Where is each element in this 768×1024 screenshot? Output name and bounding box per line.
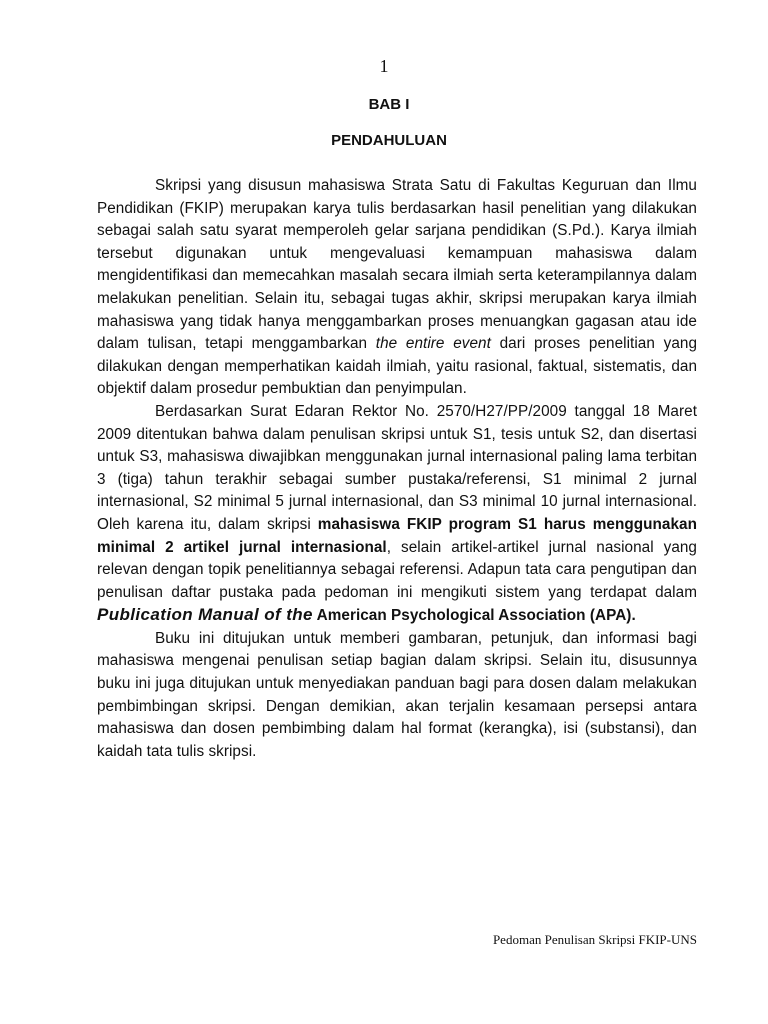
chapter-title: PENDAHULUAN — [331, 132, 447, 149]
paragraph-2 — [97, 401, 697, 628]
paragraph-1-italic-phrase: the entire event — [375, 335, 491, 353]
paragraph-1-text: Skripsi yang disusun mahasiswa Strata Satu di Fakultas Keguruan dan Ilmu Pendidikan (FKIP) merupakan karya tulis berdasarkan hasil penelitian yang dilakukan sebagai salah satu syarat memperoleh gelar sarjana pendidikan (S.Pd.). Karya ilmiah tersebut digunakan untuk mengevaluasi kemampuan mahasiswa dalam mengidentifikasi dan memecahkan masalah secara ilmiah serta keterampilannya dalam melakukan penelitian. Selain itu, sebagai tugas akhir, skripsi merupakan karya ilmiah mahasiswa yang tidak hanya menggambarkan proses menuangkan gagasan atau ide dalam tulisan, tetapi menggambarkan — [97, 177, 697, 353]
page-number: 1 — [379, 56, 389, 76]
document-body — [97, 175, 697, 763]
paragraph-2-apa: American Psychological Association (APA). — [312, 607, 636, 625]
paragraph-2-bold-requirement: mahasiswa FKIP program S1 harus menggunakan minimal 2 artikel jurnal internasional — [97, 515, 697, 556]
paragraph-2-text-middle: , selain artikel-artikel jurnal nasional yang relevan dengan topik penelitiannya sebagai referensi. Adapun tata cara pengutipan dan penulisan daftar pustaka pada pedoman ini mengikuti sistem yang terdapat dalam — [97, 538, 697, 601]
paragraph-2-manual-title: Publication Manual of the — [97, 605, 313, 625]
chapter-label: BAB I — [368, 96, 410, 113]
paragraph-1 — [97, 175, 697, 401]
paragraph-3-text: Buku ini ditujukan untuk memberi gambaran, petunjuk, dan informasi bagi mahasiswa mengenai penulisan setiap bagian dalam skripsi. Selain itu, disusunnya buku ini juga ditujukan untuk menyediakan panduan bagi para dosen dalam melakukan pembimbingan skripsi. Dengan demikian, akan terjalin kesamaan persepsi antara mahasiswa dan dosen pembimbing dalam hal format (kerangka), isi (substansi), dan kaidah tata tulis skripsi. — [97, 629, 697, 760]
paragraph-3 — [97, 628, 697, 764]
paragraph-2-text: Berdasarkan Surat Edaran Rektor No. 2570/H27/PP/2009 tanggal 18 Maret 2009 ditentukan bahwa dalam penulisan skripsi untuk S1, tesis untuk S2, dan disertasi untuk S3, mahasiswa diwajibkan menggunakan jurnal internasional paling lama terbitan 3 (tiga) tahun terakhir sebagai sumber pustaka/referensi, S1 minimal 2 jurnal internasional, S2 minimal 5 jurnal internasional, dan S3 minimal 10 jurnal internasional. Oleh karena itu, dalam skripsi — [97, 402, 697, 533]
page-footer: Pedoman Penulisan Skripsi FKIP-UNS — [492, 932, 697, 947]
paragraph-1-text-end: dari proses penelitian yang dilakukan dengan memperhatikan kaidah ilmiah, yaitu rasional, faktual, sistematis, dan objektif dalam prosedur pembuktian dan penyimpulan. — [97, 335, 697, 398]
